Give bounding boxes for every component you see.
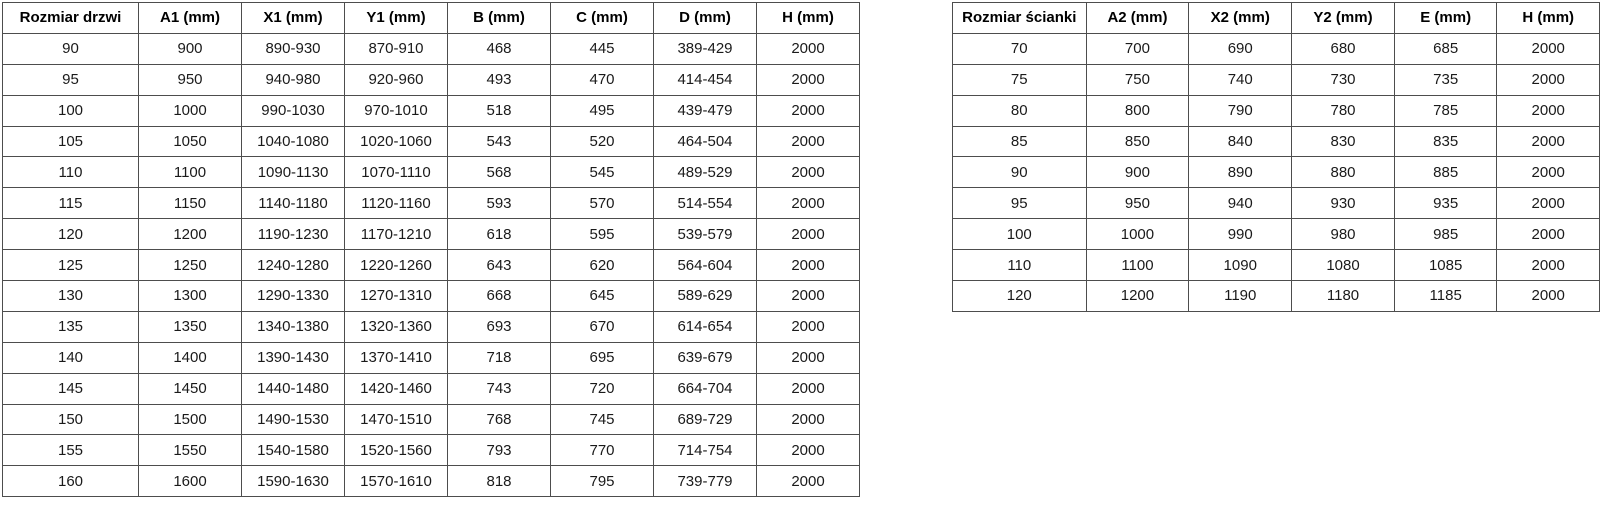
table-cell: 1340-1380: [242, 311, 345, 342]
table-cell: 2000: [1497, 64, 1600, 95]
table-cell: 920-960: [345, 64, 448, 95]
table-cell: 110: [953, 250, 1087, 281]
table-row: [3, 219, 860, 250]
table-cell: 1140-1180: [242, 188, 345, 219]
table-cell: 75: [953, 64, 1087, 95]
table-cell: 2000: [757, 404, 860, 435]
table-cell: 1090-1130: [242, 157, 345, 188]
table-cell: 115: [3, 188, 139, 219]
table-row: [3, 342, 860, 373]
table-cell: 985: [1394, 219, 1497, 250]
table-cell: 768: [448, 404, 551, 435]
table-cell: 1090: [1189, 250, 1292, 281]
table-row: [953, 95, 1600, 126]
table-cell: 2000: [757, 64, 860, 95]
table-cell: 935: [1394, 188, 1497, 219]
table-cell: 140: [3, 342, 139, 373]
table-row: [3, 33, 860, 64]
table-cell: 714-754: [654, 435, 757, 466]
header-row: [953, 3, 1600, 34]
table-cell: 720: [551, 373, 654, 404]
table-cell: 1000: [139, 95, 242, 126]
table-cell: 1100: [1086, 250, 1189, 281]
table-cell: 155: [3, 435, 139, 466]
table-cell: 539-579: [654, 219, 757, 250]
table-cell: 970-1010: [345, 95, 448, 126]
table-cell: 1540-1580: [242, 435, 345, 466]
table-cell: 664-704: [654, 373, 757, 404]
table-row: [3, 64, 860, 95]
table-cell: 1000: [1086, 219, 1189, 250]
header-cell: X1 (mm): [242, 3, 345, 34]
table-cell: 1050: [139, 126, 242, 157]
table-cell: 489-529: [654, 157, 757, 188]
table-cell: 2000: [1497, 281, 1600, 312]
table-cell: 439-479: [654, 95, 757, 126]
table-cell: 1350: [139, 311, 242, 342]
table-cell: 1080: [1292, 250, 1395, 281]
table-cell: 870-910: [345, 33, 448, 64]
table-cell: 950: [139, 64, 242, 95]
table-cell: 70: [953, 33, 1087, 64]
table-cell: 1400: [139, 342, 242, 373]
table-cell: 2000: [757, 466, 860, 497]
header-cell: Y1 (mm): [345, 3, 448, 34]
table-cell: 2000: [1497, 250, 1600, 281]
table-cell: 770: [551, 435, 654, 466]
table-cell: 2000: [1497, 157, 1600, 188]
table-cell: 100: [953, 219, 1087, 250]
table-row: [953, 219, 1600, 250]
table-cell: 2000: [757, 435, 860, 466]
header-cell: Rozmiar ścianki: [953, 3, 1087, 34]
table-cell: 693: [448, 311, 551, 342]
table-cell: 1290-1330: [242, 281, 345, 312]
table-cell: 105: [3, 126, 139, 157]
table-cell: 835: [1394, 126, 1497, 157]
table-row: [953, 157, 1600, 188]
table-cell: 1390-1430: [242, 342, 345, 373]
table-cell: 793: [448, 435, 551, 466]
header-cell: Y2 (mm): [1292, 3, 1395, 34]
table-cell: 740: [1189, 64, 1292, 95]
table-cell: 570: [551, 188, 654, 219]
table-cell: 785: [1394, 95, 1497, 126]
table-row: [3, 373, 860, 404]
table-cell: 493: [448, 64, 551, 95]
table-cell: 890-930: [242, 33, 345, 64]
table-cell: 930: [1292, 188, 1395, 219]
table-cell: 2000: [757, 373, 860, 404]
table-row: [3, 188, 860, 219]
table-cell: 1190-1230: [242, 219, 345, 250]
header-row: [3, 3, 860, 34]
table-cell: 950: [1086, 188, 1189, 219]
table-cell: 618: [448, 219, 551, 250]
table-cell: 85: [953, 126, 1087, 157]
header-cell: C (mm): [551, 3, 654, 34]
table-cell: 120: [953, 281, 1087, 312]
table-cell: 1200: [1086, 281, 1189, 312]
table-cell: 1200: [139, 219, 242, 250]
table-cell: 2000: [757, 188, 860, 219]
table-cell: 545: [551, 157, 654, 188]
table-cell: 514-554: [654, 188, 757, 219]
table-cell: 990: [1189, 219, 1292, 250]
table-cell: 1300: [139, 281, 242, 312]
table-cell: 743: [448, 373, 551, 404]
table-cell: 690: [1189, 33, 1292, 64]
table-cell: 745: [551, 404, 654, 435]
table-cell: 980: [1292, 219, 1395, 250]
table-cell: 643: [448, 250, 551, 281]
table-cell: 593: [448, 188, 551, 219]
table-cell: 880: [1292, 157, 1395, 188]
table-cell: 1470-1510: [345, 404, 448, 435]
table-cell: 1570-1610: [345, 466, 448, 497]
table-cell: 1220-1260: [345, 250, 448, 281]
header-cell: H (mm): [1497, 3, 1600, 34]
table-row: [3, 404, 860, 435]
table-cell: 900: [139, 33, 242, 64]
table-row: [3, 126, 860, 157]
table-cell: 830: [1292, 126, 1395, 157]
header-cell: X2 (mm): [1189, 3, 1292, 34]
table-cell: 1520-1560: [345, 435, 448, 466]
table-cell: 840: [1189, 126, 1292, 157]
door-size-table: [2, 2, 860, 497]
table-cell: 1240-1280: [242, 250, 345, 281]
table-cell: 1450: [139, 373, 242, 404]
table-cell: 1500: [139, 404, 242, 435]
table-row: [953, 188, 1600, 219]
table-cell: 1100: [139, 157, 242, 188]
table-cell: 1420-1460: [345, 373, 448, 404]
table-cell: 1270-1310: [345, 281, 448, 312]
header-cell: Rozmiar drzwi: [3, 3, 139, 34]
table-cell: 739-779: [654, 466, 757, 497]
table-cell: 818: [448, 466, 551, 497]
table-cell: 850: [1086, 126, 1189, 157]
table-cell: 1150: [139, 188, 242, 219]
table-cell: 685: [1394, 33, 1497, 64]
table-cell: 620: [551, 250, 654, 281]
table-cell: 564-604: [654, 250, 757, 281]
header-cell: D (mm): [654, 3, 757, 34]
table-cell: 750: [1086, 64, 1189, 95]
table-cell: 520: [551, 126, 654, 157]
table-cell: 100: [3, 95, 139, 126]
table-cell: 1250: [139, 250, 242, 281]
table-cell: 80: [953, 95, 1087, 126]
table-row: [3, 250, 860, 281]
table-cell: 2000: [1497, 126, 1600, 157]
table-cell: 2000: [757, 126, 860, 157]
table-cell: 95: [3, 64, 139, 95]
table-row: [3, 435, 860, 466]
table-cell: 1085: [1394, 250, 1497, 281]
table-cell: 1190: [1189, 281, 1292, 312]
table-row: [3, 95, 860, 126]
table-cell: 2000: [1497, 95, 1600, 126]
table-cell: 700: [1086, 33, 1189, 64]
table-cell: 1020-1060: [345, 126, 448, 157]
table-cell: 543: [448, 126, 551, 157]
table-cell: 1320-1360: [345, 311, 448, 342]
table-cell: 518: [448, 95, 551, 126]
table-cell: 2000: [757, 33, 860, 64]
table-cell: 1600: [139, 466, 242, 497]
table-cell: 1040-1080: [242, 126, 345, 157]
table-row: [3, 281, 860, 312]
table-cell: 589-629: [654, 281, 757, 312]
table-cell: 1490-1530: [242, 404, 345, 435]
table-cell: 689-729: [654, 404, 757, 435]
table-cell: 1070-1110: [345, 157, 448, 188]
table-cell: 780: [1292, 95, 1395, 126]
table-cell: 2000: [1497, 188, 1600, 219]
table-cell: 2000: [757, 342, 860, 373]
table-cell: 95: [953, 188, 1087, 219]
table-cell: 2000: [757, 95, 860, 126]
table-cell: 730: [1292, 64, 1395, 95]
table-cell: 2000: [757, 250, 860, 281]
header-cell: A1 (mm): [139, 3, 242, 34]
table-cell: 800: [1086, 95, 1189, 126]
table-row: [953, 64, 1600, 95]
table-cell: 1170-1210: [345, 219, 448, 250]
table-row: [953, 33, 1600, 64]
table-cell: 2000: [757, 281, 860, 312]
table-cell: 614-654: [654, 311, 757, 342]
table-cell: 125: [3, 250, 139, 281]
table-row: [953, 281, 1600, 312]
table-cell: 940-980: [242, 64, 345, 95]
header-cell: B (mm): [448, 3, 551, 34]
header-cell: E (mm): [1394, 3, 1497, 34]
table-cell: 1370-1410: [345, 342, 448, 373]
table-cell: 2000: [1497, 219, 1600, 250]
table-cell: 2000: [757, 157, 860, 188]
table-row: [953, 250, 1600, 281]
table-cell: 90: [953, 157, 1087, 188]
table-cell: 2000: [757, 311, 860, 342]
table-cell: 135: [3, 311, 139, 342]
table-row: [3, 466, 860, 497]
header-cell: A2 (mm): [1086, 3, 1189, 34]
table-cell: 160: [3, 466, 139, 497]
table-cell: 595: [551, 219, 654, 250]
table-row: [953, 126, 1600, 157]
table-cell: 1180: [1292, 281, 1395, 312]
table-cell: 470: [551, 64, 654, 95]
table-cell: 1440-1480: [242, 373, 345, 404]
header-cell: H (mm): [757, 3, 860, 34]
table-cell: 568: [448, 157, 551, 188]
table-cell: 389-429: [654, 33, 757, 64]
table-cell: 718: [448, 342, 551, 373]
table-cell: 120: [3, 219, 139, 250]
table-cell: 670: [551, 311, 654, 342]
table-cell: 795: [551, 466, 654, 497]
table-cell: 414-454: [654, 64, 757, 95]
table-cell: 2000: [1497, 33, 1600, 64]
table-cell: 90: [3, 33, 139, 64]
table-cell: 464-504: [654, 126, 757, 157]
table-row: [3, 311, 860, 342]
table-cell: 1185: [1394, 281, 1497, 312]
table-cell: 890: [1189, 157, 1292, 188]
table-cell: 1590-1630: [242, 466, 345, 497]
table-cell: 680: [1292, 33, 1395, 64]
table-cell: 145: [3, 373, 139, 404]
wall-size-table: [952, 2, 1600, 312]
table-cell: 639-679: [654, 342, 757, 373]
table-cell: 495: [551, 95, 654, 126]
table-cell: 645: [551, 281, 654, 312]
table-cell: 468: [448, 33, 551, 64]
table-cell: 940: [1189, 188, 1292, 219]
table-cell: 735: [1394, 64, 1497, 95]
table-cell: 695: [551, 342, 654, 373]
table-cell: 130: [3, 281, 139, 312]
table-cell: 110: [3, 157, 139, 188]
table-cell: 668: [448, 281, 551, 312]
table-cell: 900: [1086, 157, 1189, 188]
table-cell: 790: [1189, 95, 1292, 126]
table-row: [3, 157, 860, 188]
table-cell: 1120-1160: [345, 188, 448, 219]
table-cell: 885: [1394, 157, 1497, 188]
table-cell: 2000: [757, 219, 860, 250]
table-cell: 445: [551, 33, 654, 64]
table-cell: 1550: [139, 435, 242, 466]
table-cell: 990-1030: [242, 95, 345, 126]
table-cell: 150: [3, 404, 139, 435]
